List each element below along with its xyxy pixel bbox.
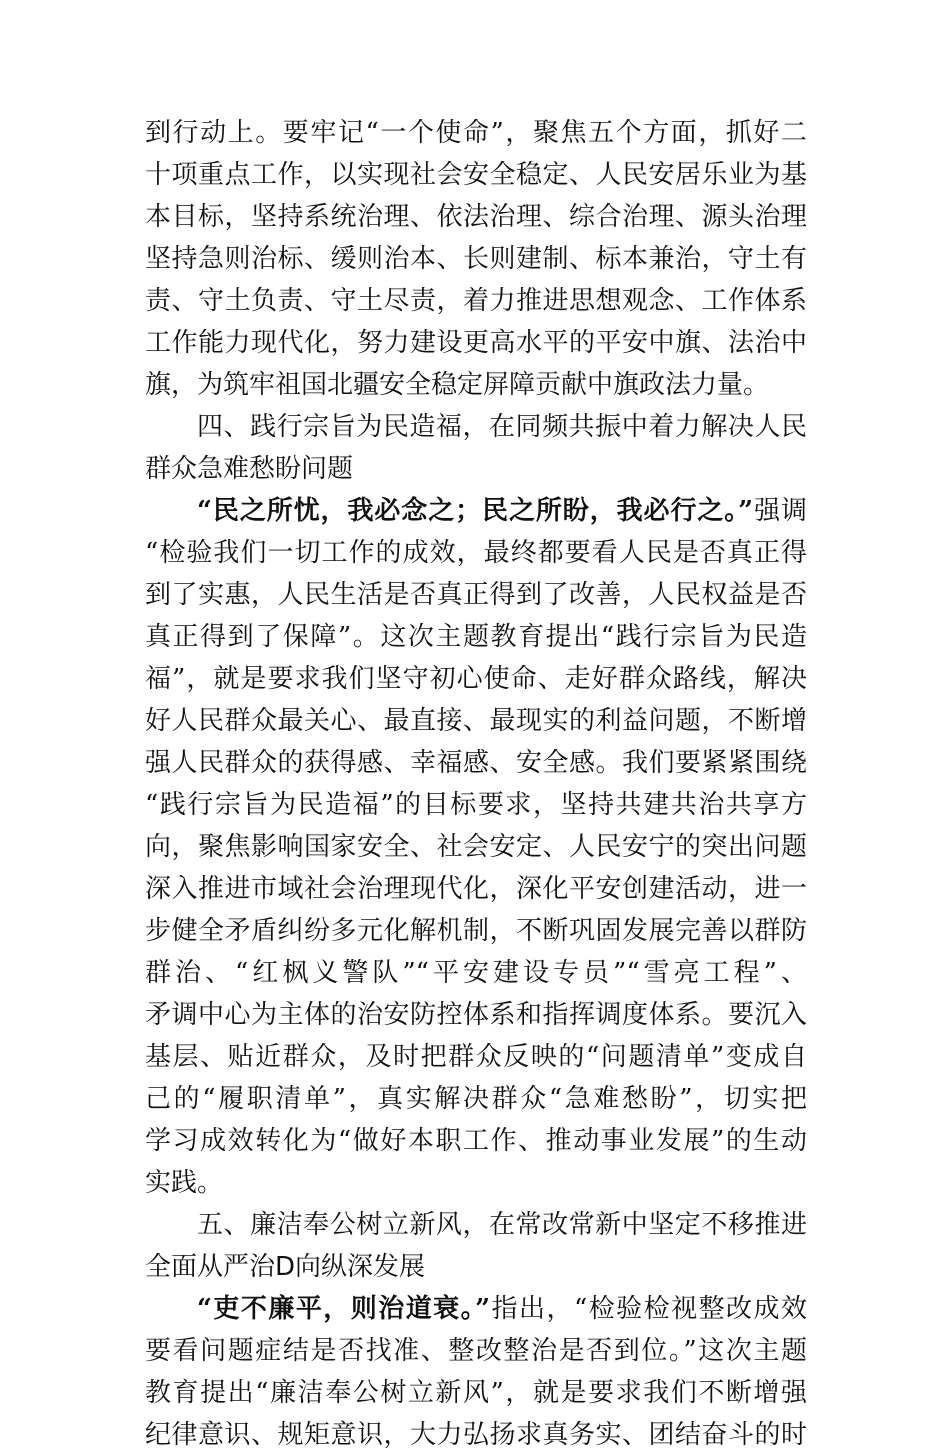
text-line: 纪律意识、规矩意识，大力弘扬求真务实、团结奋斗的时: [145, 1420, 807, 1450]
heading-line: 全面从严治D向纵深发展: [145, 1252, 426, 1282]
text-line: 要看问题症结是否找准、整改整治是否到位。”这次主题: [145, 1336, 807, 1366]
text-line: 十项重点工作，以实现社会安全稳定、人民安居乐业为基: [145, 160, 807, 190]
paragraph-3: [145, 1288, 807, 1456]
text-line: 基层、贴近群众，及时把群众反映的“问题清单”变成自: [145, 1042, 807, 1072]
text-span: 强调: [753, 496, 807, 526]
text-line: “践行宗旨为民造福”的目标要求，坚持共建共治共享方: [145, 790, 807, 820]
text-line: 坚持急则治标、缓则治本、长则建制、标本兼治，守土有: [145, 244, 807, 274]
text-line: 福”，就是要求我们坚守初心使命、走好群众路线，解决: [145, 664, 807, 694]
paragraph-2: [145, 490, 807, 1204]
text-line: 强人民群众的获得感、幸福感、安全感。我们要紧紧围绕: [145, 748, 807, 778]
text-line: 群治、“红枫义警队”“平安建设专员”“雪亮工程”、: [145, 958, 807, 988]
text-line: 责、守土负责、守土尽责，着力推进思想观念、工作体系: [145, 286, 807, 316]
quote-text: “吏不廉平，则治道衰。”: [197, 1294, 491, 1324]
text-line: [145, 490, 807, 532]
text-line: 实践。: [145, 1168, 224, 1198]
text-line: 到了实惠，人民生活是否真正得到了改善，人民权益是否: [145, 580, 807, 610]
text-line: 教育提出“廉洁奉公树立新风”，就是要求我们不断增强: [145, 1378, 807, 1408]
document-page: [145, 112, 807, 1456]
text-line: “检验我们一切工作的成效，最终都要看人民是否真正得: [145, 538, 807, 568]
text-line: 学习成效转化为“做好本职工作、推动事业发展”的生动: [145, 1126, 807, 1156]
text-line: 深入推进市域社会治理现代化，深化平安创建活动，进一: [145, 874, 807, 904]
text-span: 指出，“检验检视整改成效: [490, 1294, 807, 1324]
heading-line: 群众急难愁盼问题: [145, 454, 354, 484]
text-line: 好人民群众最关心、最直接、最现实的利益问题，不断增: [145, 706, 807, 736]
paragraph-1: [145, 112, 807, 406]
text-line: 到行动上。要牢记“一个使命”，聚焦五个方面，抓好二: [145, 118, 807, 148]
text-line: 本目标，坚持系统治理、依法治理、综合治理、源头治理: [145, 202, 807, 232]
heading-line: 五、廉洁奉公树立新风，在常改常新中坚定不移推进: [197, 1210, 807, 1240]
text-line: 步健全矛盾纠纷多元化解机制，不断巩固发展完善以群防: [145, 916, 807, 946]
text-line: 己的“履职清单”，真实解决群众“急难愁盼”，切实把: [145, 1084, 807, 1114]
section-heading-4: [145, 406, 807, 490]
text-line: 向，聚焦影响国家安全、社会安定、人民安宁的突出问题: [145, 832, 807, 862]
text-line: 工作能力现代化，努力建设更高水平的平安中旗、法治中: [145, 328, 807, 358]
text-line: 矛调中心为主体的治安防控体系和指挥调度体系。要沉入: [145, 1000, 807, 1030]
text-line: [145, 1288, 807, 1330]
text-line: 真正得到了保障”。这次主题教育提出“践行宗旨为民造: [145, 622, 807, 652]
section-heading-5: [145, 1204, 807, 1288]
heading-line: 四、践行宗旨为民造福，在同频共振中着力解决人民: [197, 412, 807, 442]
text-line: 旗，为筑牢祖国北疆安全稳定屏障贡献中旗政法力量。: [145, 370, 770, 400]
quote-text: “民之所忧，我必念之；民之所盼，我必行之。”: [197, 496, 754, 526]
